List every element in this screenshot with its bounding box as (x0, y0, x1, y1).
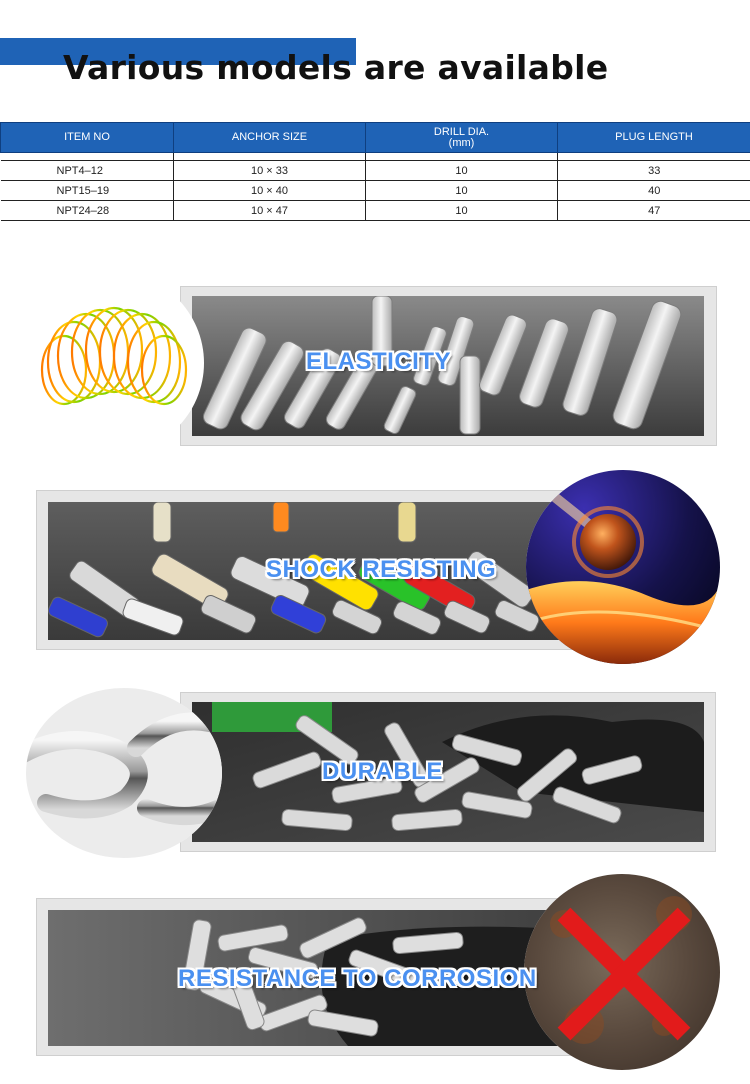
cell-item-no: NPT15–19 (1, 181, 174, 201)
cell-plug-length: 47 (558, 201, 750, 221)
table-row (1, 181, 750, 201)
cell-drill-dia: 10 (366, 161, 558, 181)
cell-anchor-size: 10 × 33 (174, 161, 366, 181)
spec-table (0, 122, 750, 221)
cell-item-no: NPT4–12 (1, 161, 174, 181)
col-header-plug-length: PLUG LENGTH (558, 123, 750, 153)
feature-resistance-to-corrosion (0, 874, 750, 1084)
feature-label: RESISTANCE TO CORROSION (178, 965, 537, 992)
cell-drill-dia: 10 (366, 181, 558, 201)
table-spacer-row (1, 153, 750, 161)
cell-drill-dia: 10 (366, 201, 558, 221)
feature-label: ELASTICITY (306, 348, 452, 375)
cell-anchor-size: 10 × 40 (174, 181, 366, 201)
rusty-metal-cross-icon (524, 874, 720, 1070)
steel-chain-icon (26, 688, 222, 858)
col-header-item-no: ITEM NO (1, 123, 174, 153)
page-title: Various models are available (63, 48, 609, 87)
cell-plug-length: 40 (558, 181, 750, 201)
col-header-anchor-size: ANCHOR SIZE (174, 123, 366, 153)
anchors-photo (192, 702, 704, 842)
feature-label: SHOCK RESISTING (266, 556, 497, 583)
table-row (1, 161, 750, 181)
cell-plug-length: 33 (558, 161, 750, 181)
table-row (1, 201, 750, 221)
feature-durable (0, 684, 750, 864)
cell-anchor-size: 10 × 47 (174, 201, 366, 221)
feature-label: DURABLE (322, 758, 443, 785)
meteor-impact-icon (526, 470, 720, 664)
table-header-row (1, 123, 750, 153)
cell-item-no: NPT24–28 (1, 201, 174, 221)
feature-elasticity (0, 270, 750, 460)
col-header-drill-dia: DRILL DIA. (mm) (366, 123, 558, 153)
rainbow-spring-icon (14, 270, 204, 456)
feature-shock-resisting (0, 470, 750, 670)
